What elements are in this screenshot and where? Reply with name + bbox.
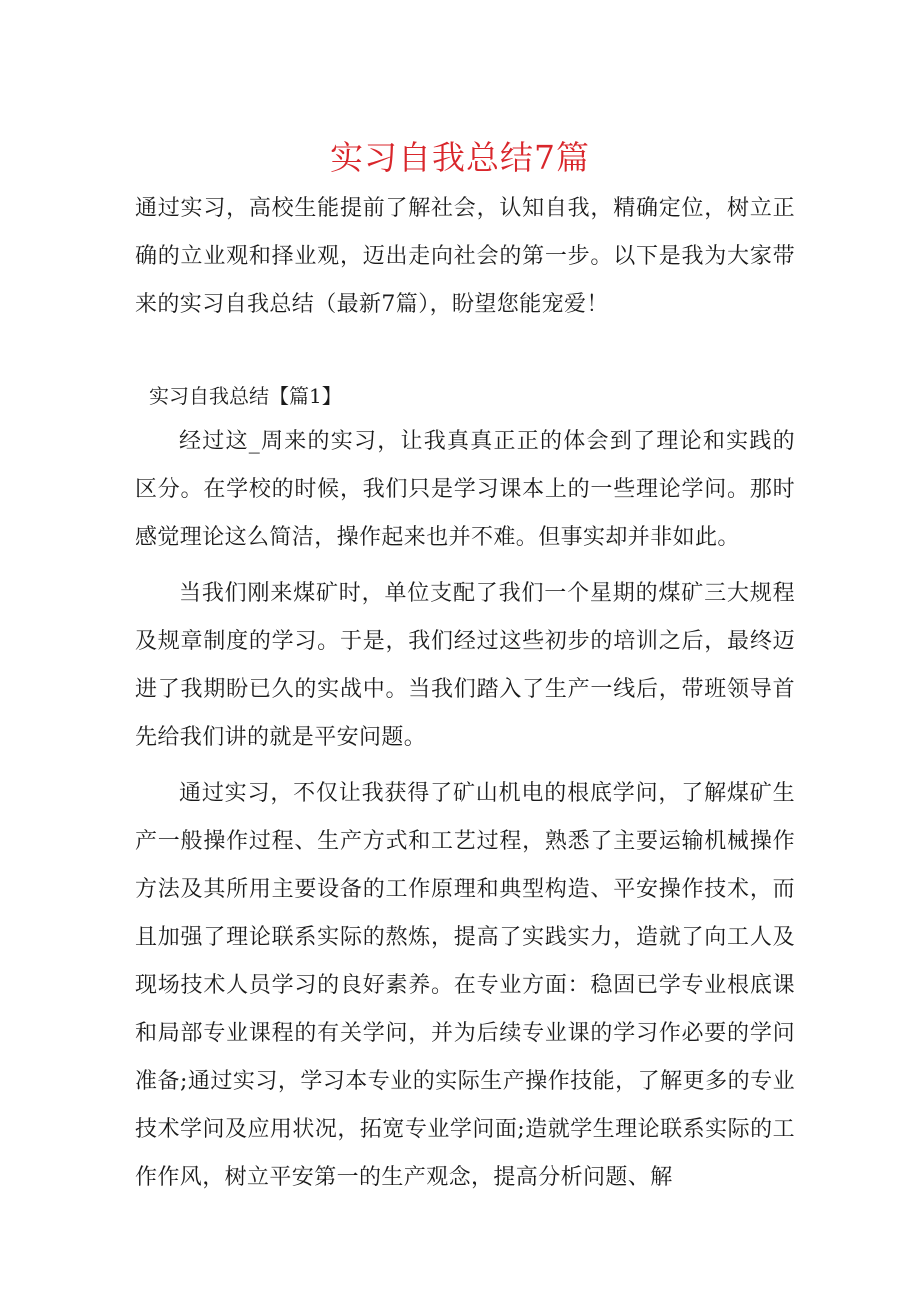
body-paragraph-2: 当我们刚来煤矿时，单位支配了我们一个星期的煤矿三大规程及规章制度的学习。于是，我们经过这些初步的培训之后，最终迈进了我期盼已久的实战中。当我们踏入了生产一线后，带班领导首先给我们讲的就是平安问题。 bbox=[135, 581, 795, 750]
document-title: 实习自我总结7篇 bbox=[330, 138, 590, 177]
body-paragraph-1: 经过这_周来的实习，让我真真正正的体会到了理论和实践的区分。在学校的时候，我们只是学习课本上的一些理论学问。那时感觉理论这么简洁，操作起来也并不难。但事实却并非如此。 bbox=[135, 429, 795, 550]
section-heading: 实习自我总结【篇1】 bbox=[149, 384, 342, 408]
body-paragraph-3: 通过实习，不仅让我获得了矿山机电的根底学问，了解煤矿生产一般操作过程、生产方式和工艺过程，熟悉了主要运输机械操作方法及其所用主要设备的工作原理和典型构造、平安操作技术，而且加强了理论联系实际的熬炼，提高了实践实力，造就了向工人及现场技术人员学习的良好素养。在专业方面：稳固已学专业根底课和局部专业课程的有关学问，并为后续专业课的学习作必要的学问准备;通过实习，学习本专业的实际生产操作技能，了解更多的专业技术学问及应用状况，拓宽专业学问面;造就学生理论联系实际的工作作风，树立平安第一的生产观念，提高分析问题、解 bbox=[135, 781, 795, 1190]
intro-paragraph: 通过实习，高校生能提前了解社会，认知自我，精确定位，树立正确的立业观和择业观，迈出走向社会的第一步。以下是我为大家带来的实习自我总结（最新7篇），盼望您能宠爱！ bbox=[135, 196, 795, 317]
document-body bbox=[135, 182, 795, 1202]
